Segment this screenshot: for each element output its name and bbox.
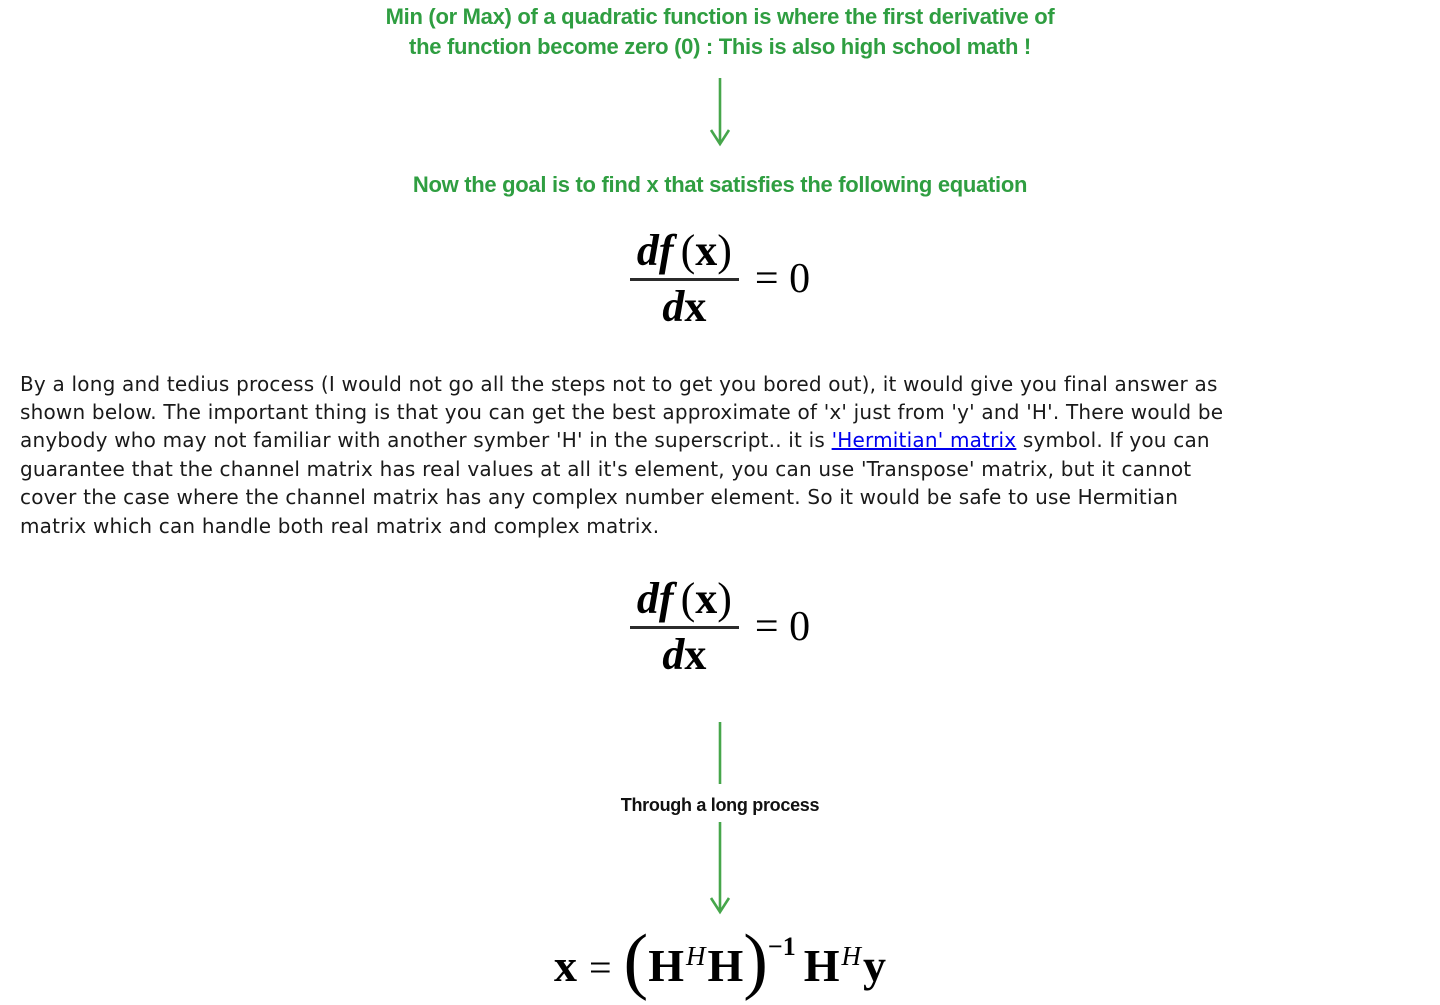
derivative-equation-2: [0, 574, 1440, 680]
math-rparen: ): [717, 573, 732, 623]
process-arrow-block: [0, 722, 1440, 916]
slide-subheading: Now the goal is to find x that satisfies the following equation: [412, 172, 1028, 197]
down-arrow-icon: [703, 822, 737, 916]
fraction-numerator: [630, 226, 739, 281]
fraction-denominator: [662, 629, 706, 679]
paragraph-text: symbol. If you can: [1016, 428, 1210, 453]
math-var-d: d: [662, 630, 685, 680]
page-root: [0, 2, 1440, 1005]
fraction-numerator: [630, 574, 739, 629]
arrow-line-icon: [717, 722, 723, 784]
paragraph-line: [20, 426, 1440, 454]
math-lparen: (: [680, 226, 696, 275]
paragraph-line: shown below. The important thing is that you can get the best approximate of 'x' just from 'y' and 'H'. There would be: [20, 399, 1224, 424]
down-arrow-container: [0, 78, 1440, 148]
down-arrow-icon: [703, 78, 737, 148]
math-var-x: x: [695, 573, 718, 623]
paragraph-line: matrix which can handle both real matrix and complex matrix.: [20, 513, 660, 538]
math-var-df: df: [636, 226, 674, 275]
math-sup-hermitian: H: [841, 940, 862, 971]
fraction: [630, 226, 739, 332]
fraction: [630, 574, 739, 680]
math-var-x: x: [695, 226, 718, 275]
slide-heading: [0, 2, 1440, 62]
paragraph-line: guarantee that the channel matrix has real values at all it's element, you can use 'Transpose' matrix, but it cannot: [20, 456, 1192, 481]
fraction-denominator: [662, 281, 706, 331]
math-equals: =: [588, 944, 612, 990]
heading-line-1: Min (or Max) of a quadratic function is where the first derivative of: [385, 4, 1055, 29]
math-rparen: ): [717, 226, 732, 275]
equation-rhs: = 0: [754, 603, 811, 650]
math-var-H: H: [648, 939, 684, 991]
math-var-H: H: [707, 939, 744, 991]
final-equation: x = (HHH)−1 HHy: [0, 930, 1440, 1005]
paragraph-line: cover the case where the channel matrix has any complex number element. So it would be safe to use Hermitian: [20, 485, 1179, 510]
body-paragraph: [20, 370, 1440, 540]
math-var-y: y: [863, 939, 887, 991]
math-lparen: (: [680, 573, 696, 623]
heading-line-2: the function become zero (0) : This is also high school math !: [409, 34, 1031, 59]
math-var-df: df: [636, 573, 674, 623]
hermitian-matrix-link[interactable]: 'Hermitian' matrix: [831, 428, 1017, 453]
equation-rhs: = 0: [754, 255, 811, 302]
math-var-x: x: [684, 282, 707, 332]
derivative-equation-1: [0, 226, 1440, 332]
paragraph-line: By a long and tedius process (I would not go all the steps not to get you bored out), it would give you final answer as: [20, 371, 1218, 396]
math-var-H: H: [803, 939, 840, 991]
process-arrow-label: Through a long process: [620, 794, 820, 815]
math-var-x: x: [553, 939, 577, 991]
math-var-d: d: [662, 282, 685, 332]
math-sup-hermitian: H: [685, 940, 706, 971]
paragraph-text: anybody who may not familiar with another symber 'H' in the superscript.. it is: [20, 428, 832, 453]
math-sup-inverse: −1: [767, 931, 796, 961]
math-var-x: x: [684, 630, 707, 680]
